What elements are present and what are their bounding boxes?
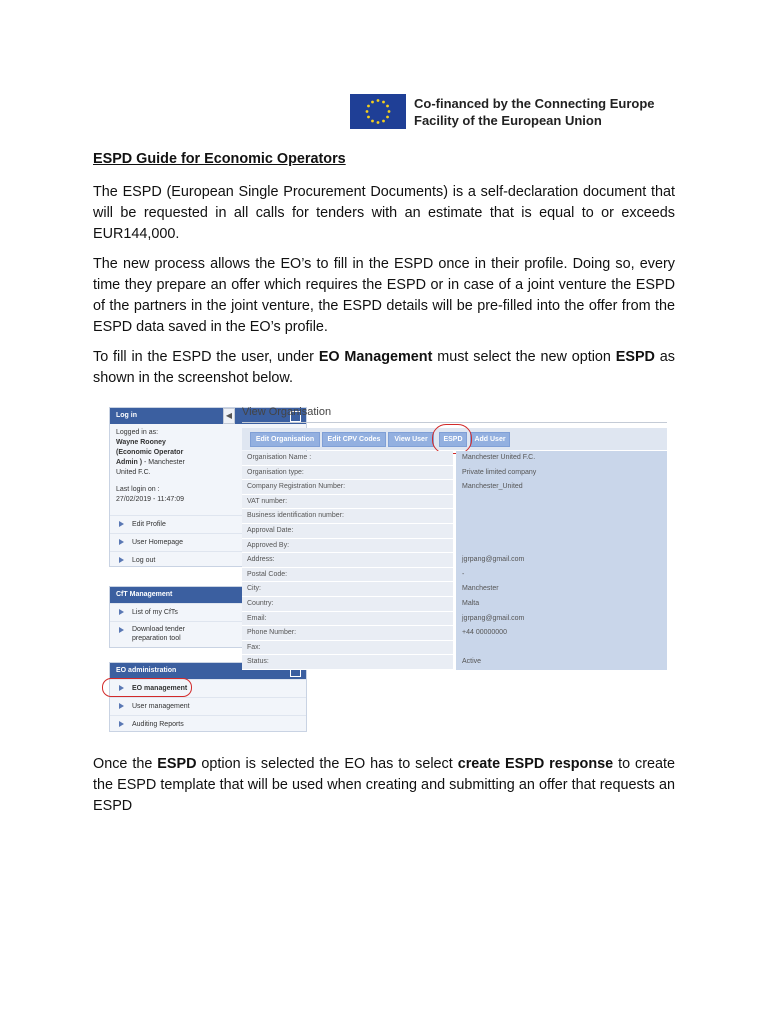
arrow-icon xyxy=(119,521,124,527)
row-value: Private limited company xyxy=(456,466,667,481)
table-row xyxy=(242,524,667,539)
row-value xyxy=(456,539,667,554)
arrow-icon xyxy=(119,557,124,563)
row-value: +44 00000000 xyxy=(456,626,667,641)
sidebar-item-log-out[interactable]: Log out xyxy=(110,551,306,569)
sidebar-item-user-homepage[interactable]: User Homepage xyxy=(110,533,306,551)
collapse-sidebar-button[interactable]: ◀ xyxy=(223,408,235,424)
eu-flag-logo xyxy=(350,94,406,129)
table-row xyxy=(242,597,667,612)
sidebar-item-list-cfts[interactable]: List of my CfTs xyxy=(110,603,306,621)
document-title: ESPD Guide for Economic Operators xyxy=(93,151,346,167)
table-row xyxy=(242,568,667,583)
row-value: Manchester United F.C. xyxy=(456,451,667,466)
eu-star-icon xyxy=(371,101,374,104)
paragraph-next-step: Once the ESPD option is selected the EO has to select create ESPD response to create the ESPD template that will be used when creating and submitting an offer that requests an ESPD xyxy=(93,756,676,814)
edit-cpv-codes-button[interactable]: Edit CPV Codes xyxy=(322,432,386,447)
row-label: Approved By: xyxy=(242,539,453,554)
row-label: Fax: xyxy=(242,641,453,656)
arrow-icon xyxy=(119,539,124,545)
row-label: Phone Number: xyxy=(242,626,453,641)
row-value: Manchester xyxy=(456,582,667,597)
eo-admin-panel xyxy=(109,662,307,732)
table-row xyxy=(242,612,667,627)
eu-star-icon xyxy=(367,116,370,119)
row-label: Approval Date: xyxy=(242,524,453,539)
table-row xyxy=(242,466,667,481)
arrow-icon xyxy=(119,721,124,727)
row-value xyxy=(456,509,667,524)
table-row xyxy=(242,495,667,510)
table-row xyxy=(242,509,667,524)
row-label: Company Registration Number: xyxy=(242,480,453,495)
login-info: Logged in as: Wayne Rooney (Economic Operator Admin ) - Manchester United F.C. Last login on : 27/02/2019 - 11:47:09 xyxy=(116,429,185,503)
highlight-eo-management xyxy=(102,678,192,697)
cft-panel-header: CfT Management xyxy=(110,587,306,603)
row-value: jgrpang@gmail.com xyxy=(456,553,667,568)
cofinanced-text xyxy=(414,95,655,129)
row-value: Manchester_United xyxy=(456,480,667,495)
paragraph-instructions: To fill in the ESPD the user, under EO Management must select the new option ESPD as shown in the screenshot below. xyxy=(93,349,675,386)
arrow-icon xyxy=(119,609,124,615)
login-panel-header: Log in xyxy=(110,408,306,424)
eu-star-icon xyxy=(382,120,385,123)
table-row xyxy=(242,641,667,656)
row-label: Organisation type: xyxy=(242,466,453,481)
row-label: Country: xyxy=(242,597,453,612)
sidebar-item-eo-management[interactable]: EO management xyxy=(110,679,306,697)
embedded-screenshot xyxy=(92,398,676,732)
sidebar-item-download-tool[interactable]: Download tender preparation tool xyxy=(110,621,306,643)
eu-star-icon xyxy=(366,110,369,113)
row-label: Email: xyxy=(242,612,453,627)
eu-star-icon xyxy=(377,121,380,124)
espd-button[interactable]: ESPD xyxy=(439,432,467,447)
sidebar-item-edit-profile[interactable]: Edit Profile xyxy=(110,515,306,533)
organisation-details-table xyxy=(242,451,667,670)
row-label: Organisation Name : xyxy=(242,451,453,466)
eu-star-icon xyxy=(371,120,374,123)
title-divider xyxy=(242,422,667,423)
eu-star-icon xyxy=(388,110,391,113)
highlight-espd-button xyxy=(432,424,472,454)
eu-star-icon xyxy=(386,105,389,108)
table-row xyxy=(242,539,667,554)
sidebar-item-auditing-reports[interactable]: Auditing Reports xyxy=(110,715,306,733)
row-label: Business identification number: xyxy=(242,509,453,524)
view-organisation-title: View Organisation xyxy=(242,406,332,418)
eu-star-icon xyxy=(386,116,389,119)
add-user-button[interactable]: Add User xyxy=(470,432,510,447)
row-label: VAT number: xyxy=(242,495,453,510)
eu-star-icon xyxy=(367,105,370,108)
row-value xyxy=(456,524,667,539)
arrow-icon xyxy=(119,703,124,709)
table-row xyxy=(242,480,667,495)
row-value: Active xyxy=(456,655,667,670)
sidebar-item-user-management[interactable]: User management xyxy=(110,697,306,715)
eu-star-icon xyxy=(382,101,385,104)
edit-organisation-button[interactable]: Edit Organisation xyxy=(250,432,320,447)
row-label: Status: xyxy=(242,655,453,670)
row-value: Malta xyxy=(456,597,667,612)
eo-admin-panel-header: EO administration xyxy=(110,663,306,679)
row-label: City: xyxy=(242,582,453,597)
row-value xyxy=(456,495,667,510)
view-user-button[interactable]: View User xyxy=(388,432,434,447)
eu-star-icon xyxy=(377,99,380,102)
paragraph-process: The new process allows the EO’s to fill in the ESPD once in their profile. Doing so, every time they prepare an offer which requires the ESPD or in case of a joint venture the ESPD of the partners in the joint venture, the ESPD details will be pre-filled into the offer from the ESPD data saved in the EO’s profile. xyxy=(93,256,675,335)
table-row xyxy=(242,582,667,597)
row-label: Postal Code: xyxy=(242,568,453,583)
arrow-icon xyxy=(119,627,124,633)
table-row xyxy=(242,553,667,568)
paragraph-intro: The ESPD (European Single Procurement Documents) is a self-declaration document that will be requested in all calls for tenders with an estimate that is equal to or exceeds EUR144,000. xyxy=(93,184,675,242)
table-row xyxy=(242,451,667,466)
cofinanced-line-1: Co-financed by the Connecting Europe xyxy=(414,96,655,111)
cofinanced-line-2: Facility of the European Union xyxy=(414,113,602,128)
row-value: jgrpang@gmail.com xyxy=(456,612,667,627)
row-label: Address: xyxy=(242,553,453,568)
table-row xyxy=(242,655,667,670)
row-value: - xyxy=(456,568,667,583)
table-row xyxy=(242,626,667,641)
row-value xyxy=(456,641,667,656)
